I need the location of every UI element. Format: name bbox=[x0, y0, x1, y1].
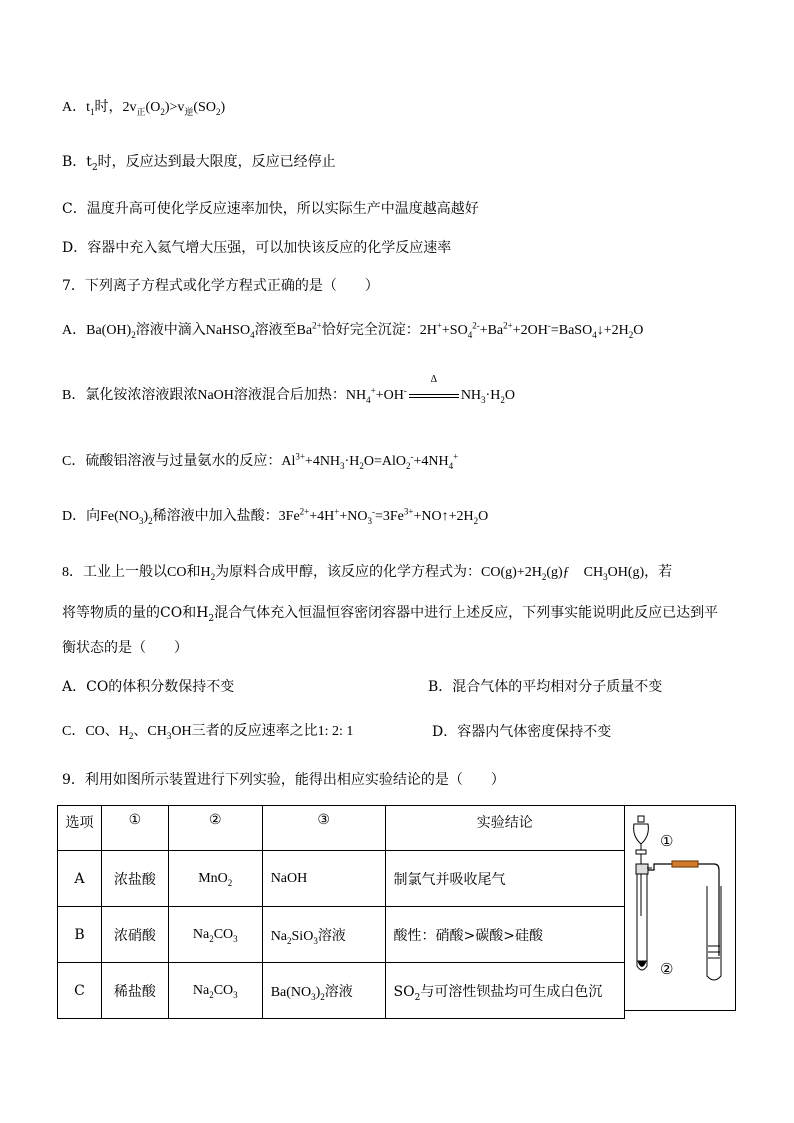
sub: 3 bbox=[313, 935, 318, 946]
text: 与可溶性钡盐均可生成白色沉 bbox=[420, 983, 603, 1000]
double-line bbox=[409, 394, 459, 398]
q8-stem-line2 bbox=[62, 603, 718, 623]
sub: 3 bbox=[340, 460, 345, 471]
text: (g)ƒ CH bbox=[546, 565, 604, 580]
sub: 2 bbox=[209, 933, 214, 944]
text: Ba(NO bbox=[270, 984, 312, 1000]
sub: 3 bbox=[139, 515, 144, 526]
text: O bbox=[504, 388, 515, 403]
text: D．向Fe(NO bbox=[62, 509, 139, 524]
q8-option-d: D．容器内气体密度保持不变 bbox=[432, 724, 612, 740]
sub: 4 bbox=[592, 329, 597, 340]
sub: 2 bbox=[208, 613, 215, 624]
header-reagent-2: ② bbox=[168, 806, 262, 851]
header-reagent-3: ③ bbox=[262, 806, 385, 851]
q6-option-d: D．容器中充入氦气增大压强，可以加快该反应的化学反应速率 bbox=[62, 240, 452, 256]
text: OH三者的反应速率之比1: 2: 1 bbox=[171, 724, 354, 739]
text: Na bbox=[192, 926, 210, 942]
text: 混合气体充入恒温恒容密闭容器中进行上述反应，下列事实能说明此反应已达到平 bbox=[214, 605, 719, 621]
text: SiO bbox=[291, 928, 314, 944]
text: +4H bbox=[309, 509, 335, 524]
q8-option-c bbox=[62, 722, 353, 742]
q7-option-c bbox=[62, 452, 458, 472]
delta-symbol: Δ bbox=[430, 374, 438, 385]
table-row bbox=[58, 963, 625, 1019]
sub: 2 bbox=[128, 730, 134, 741]
text: +NO↑+2H bbox=[413, 509, 474, 524]
cell-reagent-1: 浓盐酸 bbox=[101, 851, 168, 907]
cell-reagent-1: 浓硝酸 bbox=[101, 907, 168, 963]
q6-option-b bbox=[62, 152, 336, 172]
q8-stem-line1 bbox=[62, 563, 672, 583]
text: (O bbox=[145, 100, 161, 115]
sup: 2+ bbox=[299, 506, 310, 517]
text: 恰好完全沉淀：2H bbox=[321, 323, 437, 338]
sub: 2 bbox=[131, 329, 136, 340]
sup: 2- bbox=[472, 320, 480, 331]
q8-option-a: A．CO的体积分数保持不变 bbox=[62, 679, 235, 695]
sub: 1 bbox=[90, 106, 95, 117]
sub: 2 bbox=[287, 935, 292, 946]
sup: 3+ bbox=[403, 506, 414, 517]
text: 为原料合成甲醇，该反应的化学方程式为：CO(g)+2H bbox=[215, 565, 542, 580]
time-symbol: t bbox=[86, 100, 91, 115]
sup: + bbox=[453, 451, 459, 462]
text: )>v bbox=[164, 100, 185, 115]
sub: 2 bbox=[473, 515, 479, 526]
text: O=AlO bbox=[363, 454, 406, 469]
q8-stem-line3: 衡状态的是（ ） bbox=[62, 640, 188, 656]
text: 时，反应达到最大限度，反应已经停止 bbox=[97, 154, 336, 170]
experiment-table bbox=[57, 805, 625, 1019]
header-option: 选项 bbox=[58, 806, 102, 851]
apparatus-figure bbox=[624, 805, 736, 1011]
text: SO bbox=[393, 983, 415, 1000]
q7-option-b bbox=[62, 374, 515, 406]
cell-reagent-3: NaOH bbox=[262, 851, 385, 907]
label-reagent-2: ② bbox=[660, 960, 674, 978]
option-letter: A． bbox=[62, 100, 87, 115]
cell-option: A bbox=[58, 851, 102, 907]
sup: + bbox=[334, 506, 340, 517]
sub: 3 bbox=[166, 730, 172, 741]
sub: 2 bbox=[160, 106, 165, 117]
q7-option-a bbox=[62, 321, 643, 341]
text: +OH bbox=[375, 388, 404, 403]
test-tube-icon bbox=[636, 864, 652, 970]
text: 溶液 bbox=[324, 984, 353, 1000]
sup: - bbox=[547, 320, 551, 331]
text: +4NH bbox=[304, 454, 341, 469]
cell-reagent-3 bbox=[262, 907, 385, 963]
sup: - bbox=[371, 506, 375, 517]
sup: - bbox=[410, 451, 414, 462]
cell-conclusion: 制氯气并吸收尾气 bbox=[385, 851, 624, 907]
text: ↓+2H bbox=[596, 323, 629, 338]
cell-option: C bbox=[58, 963, 102, 1019]
cell-reagent-2 bbox=[168, 851, 262, 907]
text: 溶液 bbox=[317, 928, 346, 944]
sup: 3+ bbox=[295, 451, 305, 462]
text: 8．工业上一般以CO和H bbox=[62, 565, 211, 580]
sub: 2 bbox=[210, 571, 216, 582]
cell-conclusion: 酸性：硝酸>碳酸>硅酸 bbox=[385, 907, 624, 963]
text: C．CO、H bbox=[62, 724, 129, 739]
sup: 2+ bbox=[503, 320, 513, 331]
text: CO bbox=[213, 982, 234, 998]
text: MnO bbox=[198, 870, 228, 886]
sub: 2 bbox=[405, 460, 411, 471]
text: ) bbox=[143, 509, 149, 524]
text: 、CH bbox=[133, 724, 167, 739]
sub: 3 bbox=[367, 515, 372, 526]
text: +Ba bbox=[479, 323, 504, 338]
text: 稀溶液中加入盐酸：3Fe bbox=[152, 509, 300, 524]
sub: 3 bbox=[481, 394, 486, 405]
q6-option-c: C．温度升高可使化学反应速率加快，所以实际生产中温度越高越好 bbox=[62, 201, 479, 217]
sub: 2 bbox=[414, 992, 421, 1003]
text: O bbox=[633, 323, 644, 338]
text: Na bbox=[192, 982, 210, 998]
q8-option-b: B．混合气体的平均相对分子质量不变 bbox=[428, 679, 663, 695]
sub: 3 bbox=[603, 571, 608, 582]
q7-stem: 7．下列离子方程式或化学方程式正确的是（ ） bbox=[62, 278, 379, 294]
sup: + bbox=[370, 385, 376, 396]
sup: + bbox=[436, 320, 442, 331]
sub: 3 bbox=[311, 991, 316, 1002]
text: B．氯化铵浓溶液跟浓NaOH溶液混合后加热：NH bbox=[62, 388, 367, 403]
text: +4NH bbox=[413, 454, 449, 469]
header-conclusion: 实验结论 bbox=[385, 806, 624, 851]
sub: 正 bbox=[136, 106, 146, 117]
sub: 4 bbox=[448, 460, 454, 471]
sub: 2 bbox=[628, 329, 634, 340]
sub: 2 bbox=[209, 989, 214, 1000]
sub: 4 bbox=[250, 329, 255, 340]
text: OH(g)，若 bbox=[607, 565, 673, 580]
cell-reagent-2 bbox=[168, 907, 262, 963]
cell-reagent-3 bbox=[262, 963, 385, 1019]
sub: 逆 bbox=[184, 106, 194, 117]
q7-option-d bbox=[62, 507, 488, 527]
cell-conclusion bbox=[385, 963, 624, 1019]
text: ·H bbox=[344, 454, 360, 469]
text: +2OH bbox=[512, 323, 548, 338]
cell-reagent-2 bbox=[168, 963, 262, 1019]
text: ·H bbox=[485, 388, 501, 403]
cell-reagent-1: 稀盐酸 bbox=[101, 963, 168, 1019]
label-reagent-1: ① bbox=[660, 832, 674, 850]
text: (SO bbox=[193, 100, 216, 115]
text: ) bbox=[315, 984, 321, 1000]
sub: 2 bbox=[215, 106, 221, 117]
sub: 2 bbox=[227, 877, 233, 888]
heating-arrow bbox=[407, 374, 461, 406]
text: A．Ba(OH) bbox=[62, 323, 132, 338]
sup: - bbox=[403, 385, 407, 396]
q6-option-a bbox=[62, 98, 225, 118]
text: 时，2v bbox=[94, 100, 137, 115]
apparatus-diagram bbox=[624, 806, 736, 1012]
sub: 4 bbox=[366, 394, 371, 405]
text: Na bbox=[270, 928, 288, 944]
sub: 2 bbox=[359, 460, 364, 471]
sub: 2 bbox=[320, 991, 325, 1002]
text: +NO bbox=[339, 509, 368, 524]
connecting-tube-icon bbox=[648, 861, 719, 956]
sub: 3 bbox=[233, 933, 238, 944]
table-header-row bbox=[58, 806, 625, 851]
text: NH bbox=[460, 388, 482, 403]
sub: 4 bbox=[467, 329, 473, 340]
text: 将等物质的量的CO和H bbox=[62, 605, 209, 621]
cell-option: B bbox=[58, 907, 102, 963]
text: +SO bbox=[441, 323, 468, 338]
table-row bbox=[58, 851, 625, 907]
text: CO bbox=[213, 926, 234, 942]
sub: 2 bbox=[500, 394, 505, 405]
header-reagent-1: ① bbox=[101, 806, 168, 851]
option-letter: B． bbox=[62, 154, 87, 170]
sub: 2 bbox=[148, 515, 153, 526]
text: 溶液至Ba bbox=[254, 323, 313, 338]
text: 溶液中滴入NaHSO bbox=[135, 323, 251, 338]
sub: 2 bbox=[91, 162, 98, 173]
text: ) bbox=[220, 100, 226, 115]
text: O bbox=[478, 509, 489, 524]
text: =3Fe bbox=[374, 509, 404, 524]
text: =BaSO bbox=[550, 323, 593, 338]
sup: 2+ bbox=[312, 320, 322, 331]
sub: 3 bbox=[233, 989, 238, 1000]
text: C．硫酸铝溶液与过量氨水的反应：Al bbox=[62, 454, 296, 469]
q9-stem: 9．利用如图所示装置进行下列实验，能得出相应实验结论的是（ ） bbox=[62, 772, 505, 788]
time-symbol: t bbox=[86, 154, 92, 170]
sub: 2 bbox=[541, 571, 547, 582]
table-row bbox=[58, 907, 625, 963]
